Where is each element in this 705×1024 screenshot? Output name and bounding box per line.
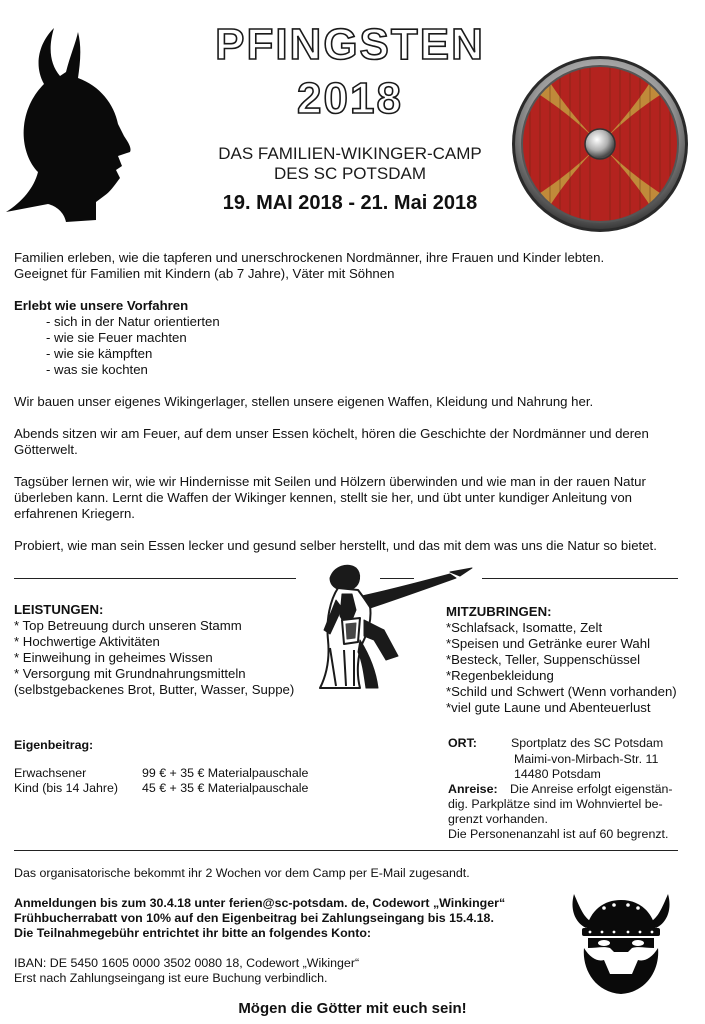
divider-right xyxy=(482,578,678,579)
registration-line1: Anmeldungen bis zum 30.4.18 unter ferien@sc-potsdam. de, Codewort „Winkinger“ xyxy=(14,896,506,910)
arrival-line1: Die Anreise erfolgt eigenstän- xyxy=(510,782,673,796)
event-dates: 19. MAI 2018 - 21. Mai 2018 xyxy=(222,192,478,214)
registration-line3: Die Teilnahmegebühr entrichtet ihr bitte an folgendes Konto: xyxy=(14,926,372,940)
paragraph-food: Probiert, wie man sein Essen lecker und gesund selber herstellt, und das mit dem was uns die Natur so bietet. xyxy=(14,538,657,553)
ancestors-item: - wie sie Feuer machten xyxy=(46,330,187,345)
capacity-note: Die Personenanzahl ist auf 60 begrenzt. xyxy=(448,827,669,841)
subtitle-line1: DAS FAMILIEN-WIKINGER-CAMP xyxy=(218,144,482,163)
arrival-line2: dig. Parkplätze sind im Wohnviertel be- xyxy=(448,797,663,811)
title-line2: 2018 xyxy=(297,74,403,123)
org-note: Das organisatorische bekommt ihr 2 Wochen vor dem Camp per E-Mail zugesandt. xyxy=(14,866,470,880)
ancestors-heading: Erlebt wie unsere Vorfahren xyxy=(14,298,189,313)
intro-line1: Familien erleben, wie die tapferen und unerschrockenen Nordmänner, ihre Frauen und Kinder lebten. xyxy=(14,250,605,265)
mitzubringen-item: *Schild und Schwert (Wenn vorhanden) xyxy=(446,684,677,699)
location-label: ORT: xyxy=(448,736,477,750)
leistungen-heading: LEISTUNGEN: xyxy=(14,602,104,617)
leistungen-item: * Einweihung in geheimes Wissen xyxy=(14,650,213,665)
title-line1: PFINGSTEN xyxy=(215,20,485,69)
location-line3: 14480 Potsdam xyxy=(514,767,601,781)
arrival-line3: grenzt vorhanden. xyxy=(448,812,548,826)
round-shield-icon xyxy=(510,54,690,234)
leistungen-item: (selbstgebackenes Brot, Butter, Wasser, Suppe) xyxy=(14,682,295,697)
location-line1: Sportplatz des SC Potsdam xyxy=(511,736,664,750)
paragraph-camp: Wir bauen unser eigenes Wikingerlager, stellen unsere eigenen Waffen, Kleidung und Nahrung her. xyxy=(14,394,594,409)
fee-value-child: 45 € + 35 € Materialpauschale xyxy=(142,781,309,795)
leistungen-item: * Hochwertige Aktivitäten xyxy=(14,634,160,649)
mitzubringen-item: *Schlafsack, Isomatte, Zelt xyxy=(446,620,603,635)
paragraph-day-2: überleben kann. Lernt die Waffen der Wikinger kennen, stellt sie her, und übt unter kundiger Anleitung von xyxy=(14,490,633,505)
arrival-label: Anreise: xyxy=(448,782,498,796)
divider-left xyxy=(14,578,296,579)
mitzubringen-item: *Besteck, Teller, Suppenschüssel xyxy=(446,652,641,667)
mitzubringen-item: *viel gute Laune und Abenteuerlust xyxy=(446,700,651,715)
location-line2: Maimi-von-Mirbach-Str. 11 xyxy=(514,752,659,766)
paragraph-day-3: erfahrenen Kriegern. xyxy=(14,506,135,521)
mitzubringen-heading: MITZUBRINGEN: xyxy=(446,604,552,619)
fee-label-adult: Erwachsener xyxy=(14,766,87,780)
payment-note: Erst nach Zahlungseingang ist eure Buchung verbindlich. xyxy=(14,971,328,985)
ancestors-item: - sich in der Natur orientierten xyxy=(46,314,220,329)
viking-face-icon xyxy=(566,888,676,998)
leistungen-item: * Versorgung mit Grundnahrungsmitteln xyxy=(14,666,246,681)
divider-bottom xyxy=(14,850,678,851)
mitzubringen-item: *Regenbekleidung xyxy=(446,668,554,683)
fee-label-child: Kind (bis 14 Jahre) xyxy=(14,781,118,795)
ancestors-item: - was sie kochten xyxy=(46,362,148,377)
mitzubringen-item: *Speisen und Getränke eurer Wahl xyxy=(446,636,651,651)
fee-value-adult: 99 € + 35 € Materialpauschale xyxy=(142,766,309,780)
iban: IBAN: DE 5450 1605 0000 3502 0080 18, Codewort „Wikinger“ xyxy=(14,956,360,970)
paragraph-evening-2: Götterwelt. xyxy=(14,442,78,457)
viking-head-silhouette-icon xyxy=(4,26,134,226)
leistungen-item: * Top Betreuung durch unseren Stamm xyxy=(14,618,242,633)
ancestors-item: - wie sie kämpften xyxy=(46,346,153,361)
paragraph-evening-1: Abends sitzen wir am Feuer, auf dem unser Essen köchelt, hören die Geschichte der Nordmänner und deren xyxy=(14,426,649,441)
intro-line2: Geeignet für Familien mit Kindern (ab 7 Jahre), Väter mit Söhnen xyxy=(14,266,395,281)
paragraph-day-1: Tagsüber lernen wir, wie wir Hindernisse mit Seilen und Hölzern überwinden und wie man in der rauen Natur xyxy=(14,474,646,489)
registration-line2: Frühbucherrabatt von 10% auf den Eigenbeitrag bei Zahlungseingang bis 15.4.18. xyxy=(14,911,494,925)
subtitle-line2: DES SC POTSDAM xyxy=(273,164,427,183)
closing-text: Mögen die Götter mit euch sein! xyxy=(238,1000,467,1017)
fees-heading: Eigenbeitrag: xyxy=(14,738,94,752)
